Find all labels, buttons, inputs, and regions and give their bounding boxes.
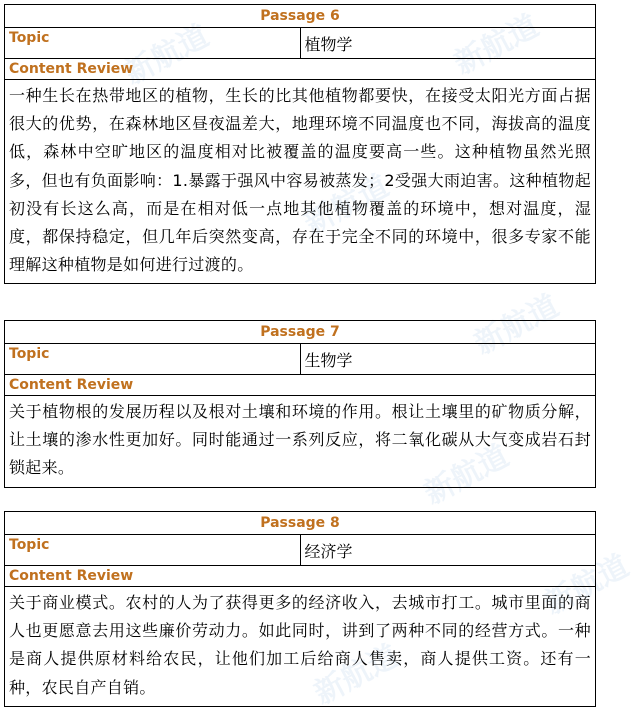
topic-label: Topic [5,535,301,566]
watermark-logo: 新航道 [308,638,405,712]
content-review-text: 关于植物根的发展历程以及根对土壤和环境的作用。根让土壤里的矿物质分解，让土壤的渗水性更加好。同时能通过一系列反应，将二氧化碳从大气变成岩石封锁起来。 [5,396,596,488]
content-review-label: Content Review [5,59,596,80]
topic-label: Topic [5,344,301,375]
content-review-text: 一种生长在热带地区的植物，生长的比其他植物都要快，在接受太阳光方面占据很大的优势，在森林地区昼夜温差大，地理环境不同温度也不同，海拔高的温度低，森林中空旷地区的温度相对比被覆盖的温度要高一些。这种植物虽然光照多，但也有负面影响：1.暴露于强风中容易被蒸发；2受强大雨迫害。这种植物起初没有长这么高，而是在相对低一点地其他植物覆盖的环境中，想对温度，湿度，都保持稳定，但几年后突然变高，存在于完全不同的环境中，很多专家不能理解这种植物是如何进行过渡的。 [5,80,596,284]
watermark-logo: 新航道 [118,18,215,92]
passage-title: Passage 6 [5,5,596,28]
passage-table [4,511,596,707]
topic-label: Topic [5,28,301,59]
content-review-text: 关于商业模式。农村的人为了获得更多的经济收入，去城市打工。城市里面的商人也更愿意去用这些廉价劳动力。如此同时，讲到了两种不同的经营方式。一种是商人提供原材料给农民，让他们加工后给商人售卖，商人提供工资。还有一种，农民自产自销。 [5,587,596,707]
content-review-label: Content Review [5,566,596,587]
watermark-logo: 新航道 [298,168,395,242]
topic-value: 经济学 [300,535,596,566]
passage-table [4,4,596,284]
watermark-logo: 新航道 [448,8,545,82]
topic-value: 植物学 [300,28,596,59]
watermark-logo: 新航道 [418,438,515,512]
passage-title: Passage 8 [5,512,596,535]
passage-title: Passage 7 [5,321,596,344]
passage-table [4,320,596,488]
content-review-label: Content Review [5,375,596,396]
topic-value: 生物学 [300,344,596,375]
watermark-logo: 新航道 [538,548,635,622]
watermark-logo: 新航道 [468,288,565,362]
